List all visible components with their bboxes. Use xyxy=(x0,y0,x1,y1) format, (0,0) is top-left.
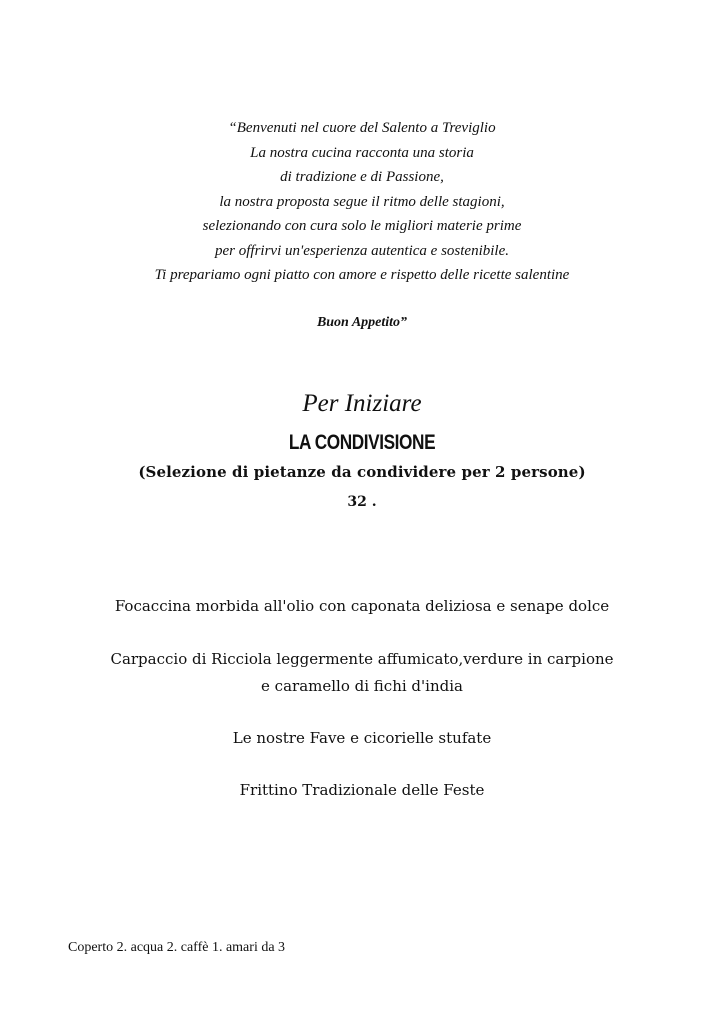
dish-line: Carpaccio di Ricciola leggermente affumicato,verdure in carpione xyxy=(110,650,614,668)
intro-line: la nostra proposta segue il ritmo delle stagioni, xyxy=(219,193,505,210)
intro-line: di tradizione e di Passione, xyxy=(280,169,444,185)
intro-line: selezionando con cura solo le migliori materie prime xyxy=(202,218,522,234)
section-subtitle: LA CONDIVISIONE xyxy=(288,431,436,454)
dish-item xyxy=(0,593,724,620)
dish-item xyxy=(0,725,724,752)
dish-item xyxy=(0,646,724,700)
intro-line: “Benvenuti nel cuore del Salento a Treviglio xyxy=(228,120,496,136)
section-title: Per Iniziare xyxy=(302,390,422,417)
dish-item xyxy=(0,777,724,804)
intro-line: La nostra cucina racconta una storia xyxy=(250,144,474,161)
intro-line: Ti prepariamo ogni piatto con amore e rispetto delle ricette salentine xyxy=(154,267,570,283)
intro-text xyxy=(0,116,724,288)
dish-line: Frittino Tradizionale delle Feste xyxy=(239,781,485,799)
dish-line: e caramello di fichi d'india xyxy=(261,677,463,695)
section-price: 32 . xyxy=(347,494,377,510)
footer-note: Coperto 2. acqua 2. caffè 1. amari da 3 xyxy=(68,940,286,955)
dish-line: Le nostre Fave e cicorielle stufate xyxy=(232,729,492,747)
section-description: (Selezione di pietanze da condividere per 2 persone) xyxy=(138,463,586,481)
intro-closing: Buon Appetito” xyxy=(316,315,408,330)
dish-line: Focaccina morbida all'olio con caponata deliziosa e senape dolce xyxy=(114,597,610,615)
intro-line: per offrirvi un'esperienza autentica e sostenibile. xyxy=(215,242,509,259)
